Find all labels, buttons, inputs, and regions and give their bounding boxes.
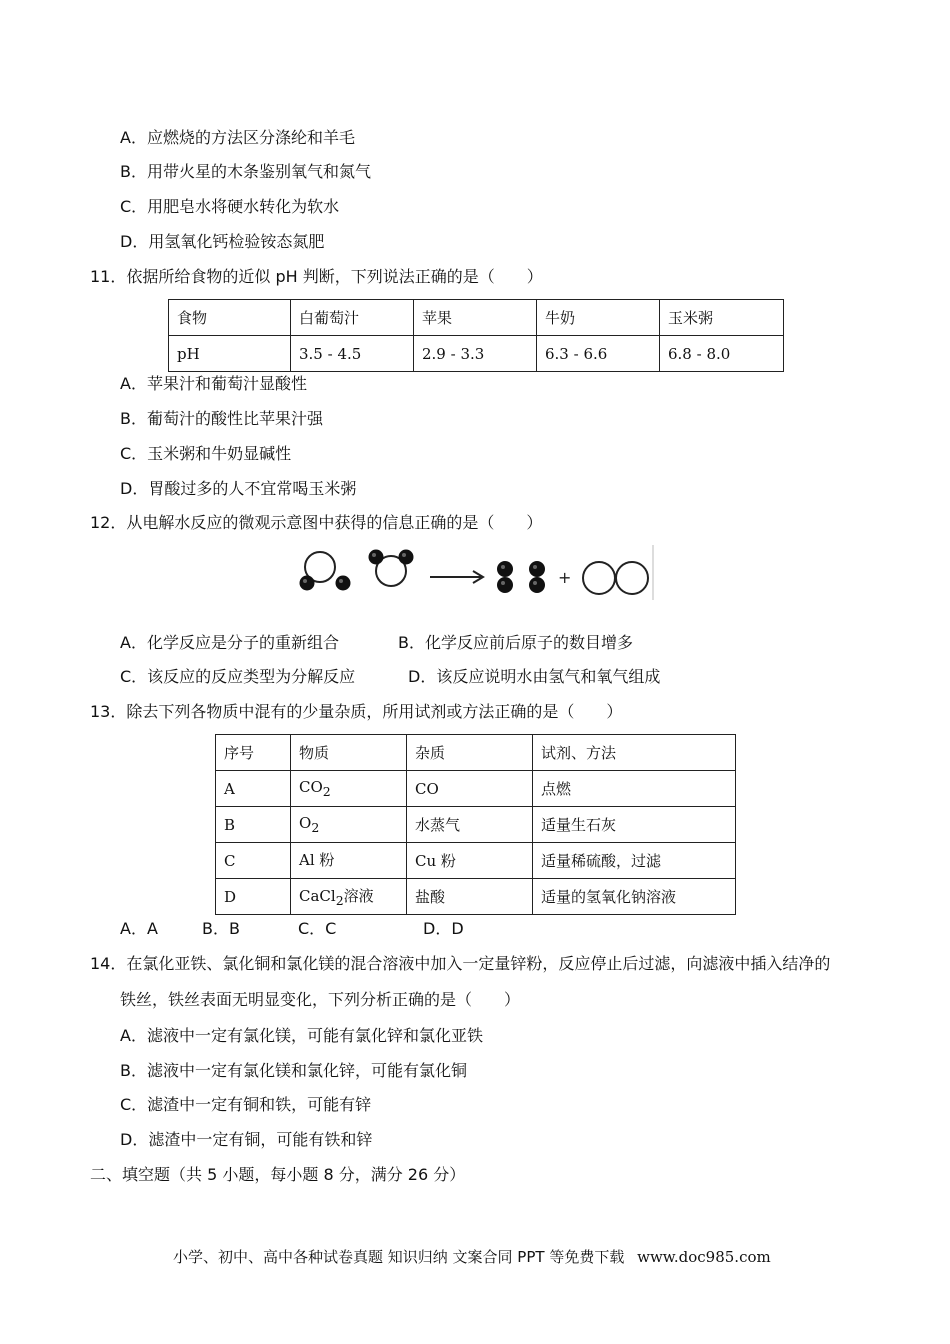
q14-stem-line1: 14．在氯化亚铁、氯化铜和氯化镁的混合溶液中加入一定量锌粉，反应停止后过滤，向滤液中插入结净的 <box>90 954 831 973</box>
table-row <box>169 336 784 372</box>
table-cell: B <box>216 807 291 843</box>
q12-option-b: B．化学反应前后原子的数目增多 <box>398 633 633 652</box>
table-cell: pH <box>169 336 291 372</box>
water-molecule-2 <box>369 550 414 587</box>
page-footer <box>173 1246 771 1267</box>
plus-sign: + <box>558 568 572 587</box>
q13-option-a: A．A <box>120 919 158 938</box>
q11-option-a: A．苹果汁和葡萄汁显酸性 <box>120 374 307 393</box>
q14-stem-line2: 铁丝，铁丝表面无明显变化，下列分析正确的是（ ） <box>120 990 521 1009</box>
table-row <box>216 879 736 915</box>
table-cell: CO <box>407 771 533 807</box>
table-cell: 杂质 <box>407 735 533 771</box>
table-cell: 物质 <box>291 735 407 771</box>
section-heading: 二、填空题（共 5 小题，每小题 8 分，满分 26 分） <box>90 1165 466 1184</box>
table-cell: 玉米粥 <box>660 300 784 336</box>
formula: CaCl <box>299 887 336 905</box>
table-cell: Cu 粉 <box>407 843 533 879</box>
table-header-row <box>216 735 736 771</box>
table-header-row <box>169 300 784 336</box>
q14-option-b: B．滤液中一定有氯化镁和氯化锌，可能有氯化铜 <box>120 1061 467 1080</box>
formula: O <box>299 814 312 832</box>
formula-subscript: 2 <box>311 820 320 835</box>
table-cell <box>291 807 407 843</box>
formula-subscript: 2 <box>335 893 344 908</box>
table-row <box>216 807 736 843</box>
q10-option-a: A．应燃烧的方法区分涤纶和羊毛 <box>120 128 355 147</box>
q11-stem: 11．依据所给食物的近似 pH 判断，下列说法正确的是（ ） <box>90 267 543 286</box>
table-cell: 6.3 ‐ 6.6 <box>537 336 660 372</box>
table-cell: 适量生石灰 <box>533 807 736 843</box>
formula-suffix: 溶液 <box>343 887 374 905</box>
q10-option-c: C．用肥皂水将硬水转化为软水 <box>120 197 340 216</box>
table-cell: C <box>216 843 291 879</box>
hydrogen-molecule-1 <box>497 561 513 593</box>
footer-text: 小学、初中、高中各种试卷真题 知识归纳 文案合同 PPT 等免费下载 <box>173 1248 625 1266</box>
q12-option-d: D．该反应说明水由氢气和氧气组成 <box>408 667 661 686</box>
table-cell <box>291 771 407 807</box>
hydrogen-molecule-2 <box>529 561 545 593</box>
q14-option-c: C．滤渣中一定有铜和铁，可能有锌 <box>120 1095 372 1114</box>
table-cell: 2.9 ‐ 3.3 <box>414 336 537 372</box>
q13-option-c: C．C <box>298 919 337 938</box>
table-cell <box>291 879 407 915</box>
q11-option-b: B．葡萄汁的酸性比苹果汁强 <box>120 409 323 428</box>
reaction-arrow-icon <box>430 571 483 583</box>
q12-option-a: A．化学反应是分子的重新组合 <box>120 633 339 652</box>
table-cell: 点燃 <box>533 771 736 807</box>
q13-option-b: B．B <box>202 919 240 938</box>
oxygen-molecule <box>583 562 648 594</box>
q13-impurity-table <box>215 734 736 915</box>
electrolysis-diagram <box>295 545 657 603</box>
q11-ph-table <box>168 299 784 372</box>
q14-option-d: D．滤渣中一定有铜，可能有铁和锌 <box>120 1130 373 1149</box>
q12-option-c: C．该反应的反应类型为分解反应 <box>120 667 356 686</box>
table-cell: 盐酸 <box>407 879 533 915</box>
table-row <box>216 771 736 807</box>
formula: Al 粉 <box>299 851 335 869</box>
table-cell: 牛奶 <box>537 300 660 336</box>
table-row <box>216 843 736 879</box>
table-cell: 适量稀硫酸，过滤 <box>533 843 736 879</box>
q12-stem: 12．从电解水反应的微观示意图中获得的信息正确的是（ ） <box>90 513 543 532</box>
table-cell: 序号 <box>216 735 291 771</box>
table-cell: 苹果 <box>414 300 537 336</box>
formula: CO <box>299 778 323 796</box>
water-molecule-1 <box>300 552 351 591</box>
q13-stem: 13．除去下列各物质中混有的少量杂质，所用试剂或方法正确的是（ ） <box>90 702 623 721</box>
q11-option-d: D．胃酸过多的人不宜常喝玉米粥 <box>120 479 357 498</box>
q14-option-a: A．滤液中一定有氯化镁，可能有氯化锌和氯化亚铁 <box>120 1026 483 1045</box>
table-cell: 适量的氢氧化钠溶液 <box>533 879 736 915</box>
formula-subscript: 2 <box>322 784 331 799</box>
table-cell: 试剂、方法 <box>533 735 736 771</box>
table-cell: A <box>216 771 291 807</box>
table-cell: 3.5 ‐ 4.5 <box>291 336 414 372</box>
q13-option-d: D．D <box>423 919 464 938</box>
table-cell: 食物 <box>169 300 291 336</box>
table-cell: 白葡萄汁 <box>291 300 414 336</box>
q11-option-c: C．玉米粥和牛奶显碱性 <box>120 444 292 463</box>
footer-url[interactable]: www.doc985.com <box>637 1248 771 1266</box>
table-cell <box>291 843 407 879</box>
table-cell: 6.8 ‐ 8.0 <box>660 336 784 372</box>
table-cell: D <box>216 879 291 915</box>
q10-option-d: D．用氢氧化钙检验铵态氮肥 <box>120 232 325 251</box>
q10-option-b: B．用带火星的木条鉴别氧气和氮气 <box>120 162 371 181</box>
table-cell: 水蒸气 <box>407 807 533 843</box>
